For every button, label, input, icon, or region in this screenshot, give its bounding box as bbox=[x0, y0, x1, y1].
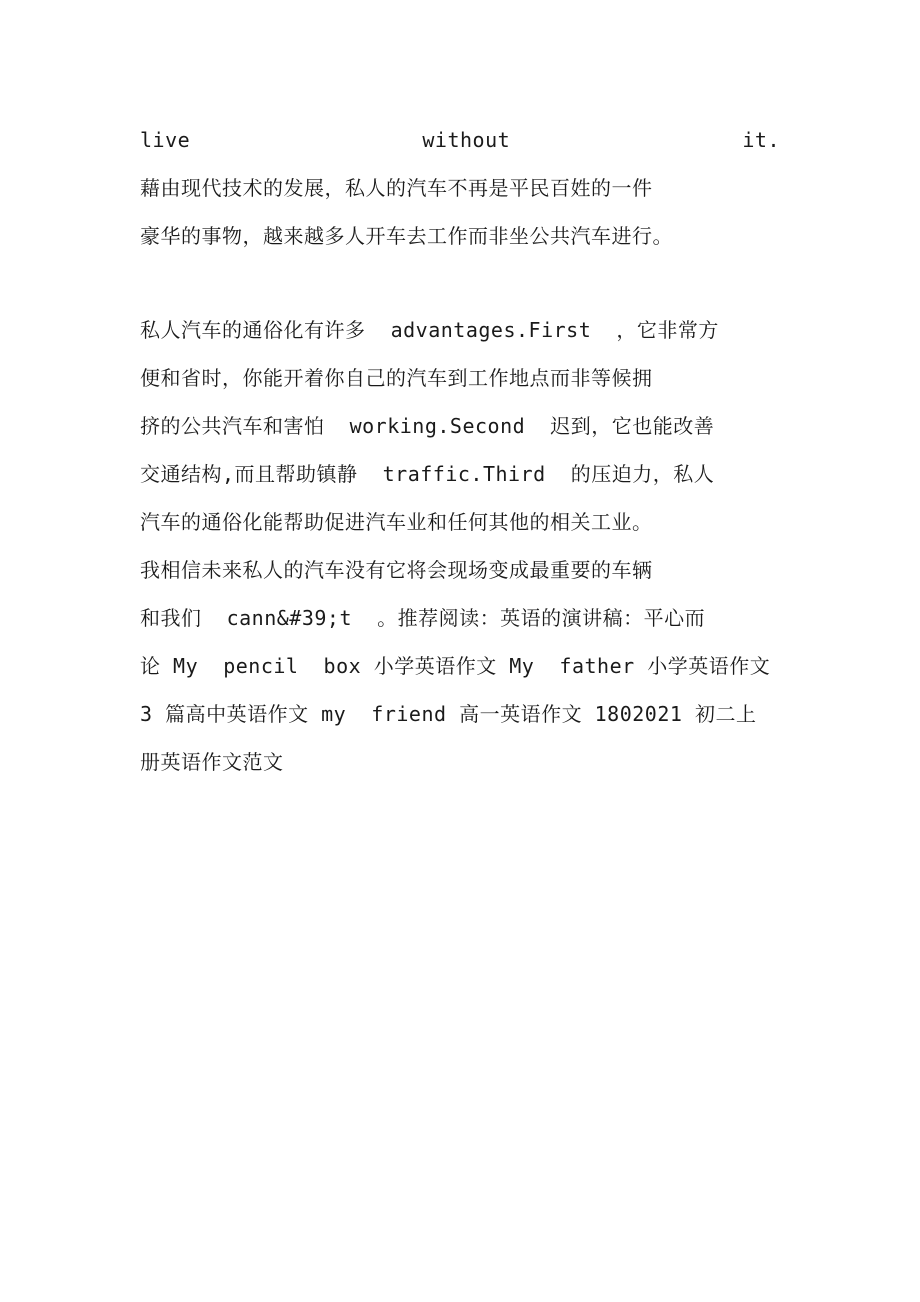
paragraph-line: 3 篇高中英语作文 my friend 高一英语作文 1802021 初二上 bbox=[140, 702, 757, 726]
paragraph-line: 我相信未来私人的汽车没有它将会现场变成最重要的车辆 bbox=[140, 558, 653, 582]
word: live bbox=[140, 128, 191, 152]
paragraph-2 bbox=[140, 306, 780, 786]
paragraph-line: 挤的公共汽车和害怕 working.Second 迟到，它也能改善 bbox=[140, 414, 715, 438]
paragraph-line: 便和省时，你能开着你自己的汽车到工作地点而非等候拥 bbox=[140, 366, 653, 390]
paragraph-line: 论 My pencil box 小学英语作文 My father 小学英语作文 bbox=[140, 654, 771, 678]
paragraph-line bbox=[140, 116, 780, 164]
paragraph-1 bbox=[140, 116, 780, 260]
paragraph-line: 册英语作文范文 bbox=[140, 750, 284, 774]
paragraph-line: 豪华的事物，越来越多人开车去工作而非坐公共汽车进行。 bbox=[140, 224, 673, 248]
paragraph-line: 私人汽车的通俗化有许多 advantages.First ，它非常方 bbox=[140, 318, 719, 342]
paragraph-line: 和我们 cann&#39;t 。推荐阅读：英语的演讲稿：平心而 bbox=[140, 606, 706, 630]
word: it. bbox=[742, 128, 780, 152]
paragraph-line: 汽车的通俗化能帮助促进汽车业和任何其他的相关工业。 bbox=[140, 510, 653, 534]
paragraph-line: 交通结构,而且帮助镇静 traffic.Third 的压迫力，私人 bbox=[140, 462, 715, 486]
word: without bbox=[422, 128, 511, 152]
paragraph-line: 藉由现代技术的发展，私人的汽车不再是平民百姓的一件 bbox=[140, 176, 653, 200]
